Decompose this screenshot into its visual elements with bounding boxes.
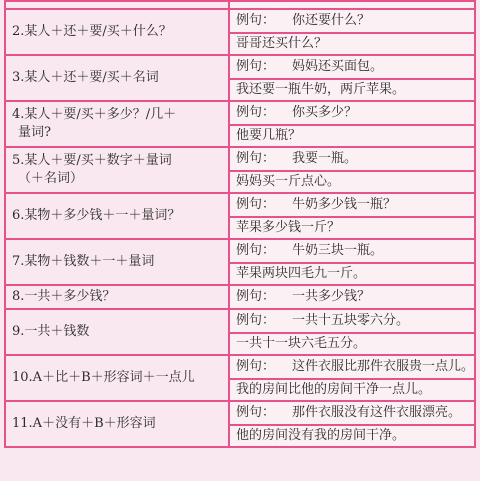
pattern-text: 4.某人＋要/买＋多少？/几＋	[12, 107, 177, 122]
pattern-text: 5.某人＋要/买＋数字＋量词	[12, 153, 172, 168]
pattern-text: 量词?	[18, 125, 51, 140]
example-cell	[229, 263, 475, 285]
table-row	[5, 309, 475, 333]
example-sentence: 一共十一块六毛五分。	[236, 336, 367, 351]
example-sentence: 牛奶三块一瓶。	[292, 243, 384, 258]
example-cell	[229, 147, 475, 171]
example-cell	[229, 333, 475, 355]
pattern-text: （＋名词）	[18, 171, 84, 186]
example-sentence: 他的房间没有我的房间干净。	[236, 428, 406, 443]
pattern-cell	[5, 147, 229, 193]
pattern-text: 8.一共＋多少钱？	[12, 289, 116, 304]
pattern-cell	[5, 309, 229, 355]
pattern-text: 2.某人＋还＋要/买＋什么？	[12, 24, 172, 39]
example-cell	[229, 285, 475, 309]
example-sentence: 苹果多少钱一斤？	[236, 220, 341, 235]
example-label: 例句：	[236, 59, 276, 74]
example-cell	[229, 401, 475, 425]
pattern-cell	[5, 193, 229, 239]
pattern-text: 11.A＋没有＋B＋形容词	[12, 416, 156, 431]
example-sentence: 哥哥还买什么？	[236, 36, 328, 51]
example-cell	[229, 101, 475, 125]
example-sentence: 妈妈买一斤点心。	[236, 174, 341, 189]
pattern-text: 7.某物＋钱数＋一＋量词	[12, 254, 155, 269]
table-row	[5, 401, 475, 425]
example-label: 例句：	[236, 313, 276, 328]
example-sentence: 那件衣服没有这件衣服漂亮。	[292, 405, 462, 420]
table-row	[5, 355, 475, 379]
example-cell	[229, 55, 475, 79]
pattern-cell	[5, 239, 229, 285]
example-label: 例句：	[236, 243, 276, 258]
example-sentence: 你买多少？	[292, 105, 358, 120]
pattern-cell	[5, 355, 229, 401]
example-cell	[229, 79, 475, 101]
example-cell	[229, 425, 475, 447]
pattern-cell	[5, 285, 229, 309]
example-label: 例句：	[236, 197, 276, 212]
example-label: 例句：	[236, 105, 276, 120]
example-cell	[229, 33, 475, 55]
pattern-cell	[5, 401, 229, 447]
example-cell	[229, 1, 475, 9]
example-sentence: 我的房间比他的房间干净一点儿。	[236, 382, 432, 397]
pattern-text: 3.某人＋还＋要/买＋名词	[12, 70, 159, 85]
example-cell	[229, 355, 475, 379]
example-cell	[229, 239, 475, 263]
example-cell	[229, 9, 475, 33]
pattern-text: 6.某物＋多少钱＋一＋量词？	[12, 208, 181, 223]
table-row	[5, 147, 475, 171]
table-row	[5, 9, 475, 33]
example-sentence: 苹果两块四毛九一斤。	[236, 266, 367, 281]
table-row	[5, 55, 475, 79]
table-row	[5, 101, 475, 125]
example-sentence: 这件衣服比那件衣服贵一点儿。	[292, 359, 475, 374]
pattern-cell	[5, 101, 229, 147]
pattern-cell	[5, 55, 229, 101]
example-label: 例句：	[236, 359, 276, 374]
pattern-cell	[5, 1, 229, 9]
example-sentence: 一共十五块零六分。	[292, 313, 410, 328]
example-label: 例句：	[236, 405, 276, 420]
example-sentence: 我要一瓶。	[292, 151, 358, 166]
example-sentence: 牛奶多少钱一瓶？	[292, 197, 397, 212]
example-cell	[229, 125, 475, 147]
example-cell	[229, 217, 475, 239]
example-label: 例句：	[236, 151, 276, 166]
example-cell	[229, 171, 475, 193]
example-label: 例句：	[236, 13, 276, 28]
pattern-cell	[5, 9, 229, 55]
example-cell	[229, 379, 475, 401]
example-sentence: 我还要一瓶牛奶，两斤苹果。	[236, 82, 406, 97]
example-sentence: 妈妈还买面包。	[292, 59, 384, 74]
table-row	[5, 193, 475, 217]
table-row	[5, 239, 475, 263]
pattern-text: 10.A＋比＋B＋形容词＋一点儿	[12, 370, 195, 385]
grammar-pattern-table	[4, 0, 476, 448]
table-row	[5, 1, 475, 9]
example-sentence: 他要几瓶？	[236, 128, 302, 143]
example-sentence: 一共多少钱？	[292, 289, 371, 304]
example-cell	[229, 309, 475, 333]
table-row	[5, 285, 475, 309]
example-cell	[229, 193, 475, 217]
example-label: 例句：	[236, 289, 276, 304]
example-sentence: 你还要什么？	[292, 13, 371, 28]
pattern-text: 9.一共＋钱数	[12, 324, 90, 339]
